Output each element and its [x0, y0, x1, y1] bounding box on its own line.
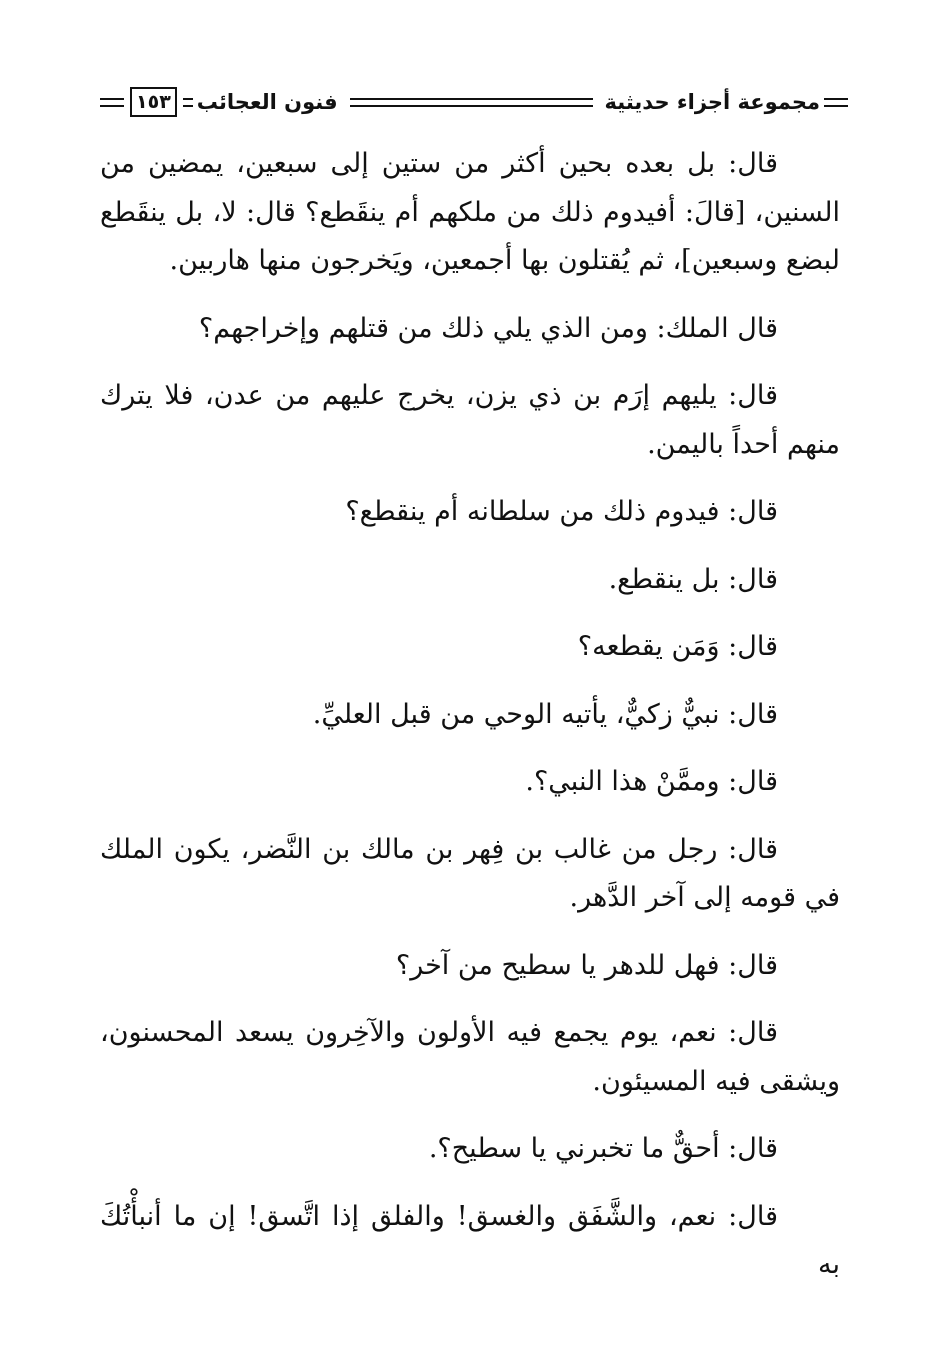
part-title: فنون العجائب	[196, 90, 338, 114]
header-rule-middle	[350, 98, 593, 107]
running-header	[100, 84, 848, 120]
header-rule-left	[100, 98, 124, 107]
paragraph: قال: فهل للدهر يا سطيح من آخر؟	[395, 949, 778, 981]
paragraph: قال الملك: ومن الذي يلي ذلك من قتلهم وإخراجهم؟	[198, 312, 778, 344]
page-number: ١٥٣	[130, 87, 177, 117]
header-rule-small	[183, 98, 193, 107]
header-rule-right	[824, 98, 848, 107]
paragraph: قال: أحقٌّ ما تخبرني يا سطيح؟.	[428, 1133, 778, 1164]
paragraph: قال: نبيٌّ زكيٌّ، يأتيه الوحي من قبل العليِّ.	[312, 698, 778, 730]
book-title: مجموعة أجزاء حديثية	[604, 90, 820, 114]
paragraph: قال: يليهم إرَم بن ذي يزن، يخرج عليهم من عدن، فلا يترك منهم أحداً باليمن.	[100, 380, 840, 460]
paragraph: قال: رجل من غالب بن فِهر بن مالك بن النَّضر، يكون الملك في قومه إلى آخر الدَّهر.	[100, 833, 840, 913]
page-body	[100, 140, 840, 1309]
paragraph: قال: بل ينقطع.	[608, 563, 778, 595]
paragraph: قال: وممَّنْ هذا النبي؟.	[525, 766, 778, 797]
paragraph: قال: وَمَن يقطعه؟	[577, 631, 778, 662]
paragraph: قال: فيدوم ذلك من سلطانه أم ينقطع؟	[345, 496, 778, 527]
paragraph: قال: نعم، والشَّفَق والغسق! والفلق إذا اتَّسق! إن ما أنبأْتُكَ به	[100, 1200, 840, 1280]
paragraph: قال: بل بعده بحين أكثر من ستين إلى سبعين، يمضين من السنين، [قالَ: أفيدوم ذلك من ملكهم أم ينقَطع؟ قال: لا، بل ينقَطع لبضع وسبعين]، ثم يُقتلون بها أجمعين، ويَخرجون منها هاربين.	[100, 148, 840, 276]
paragraph: قال: نعم، يوم يجمع فيه الأولون والآخِرون يسعد المحسنون، ويشقى فيه المسيئون.	[100, 1017, 840, 1097]
